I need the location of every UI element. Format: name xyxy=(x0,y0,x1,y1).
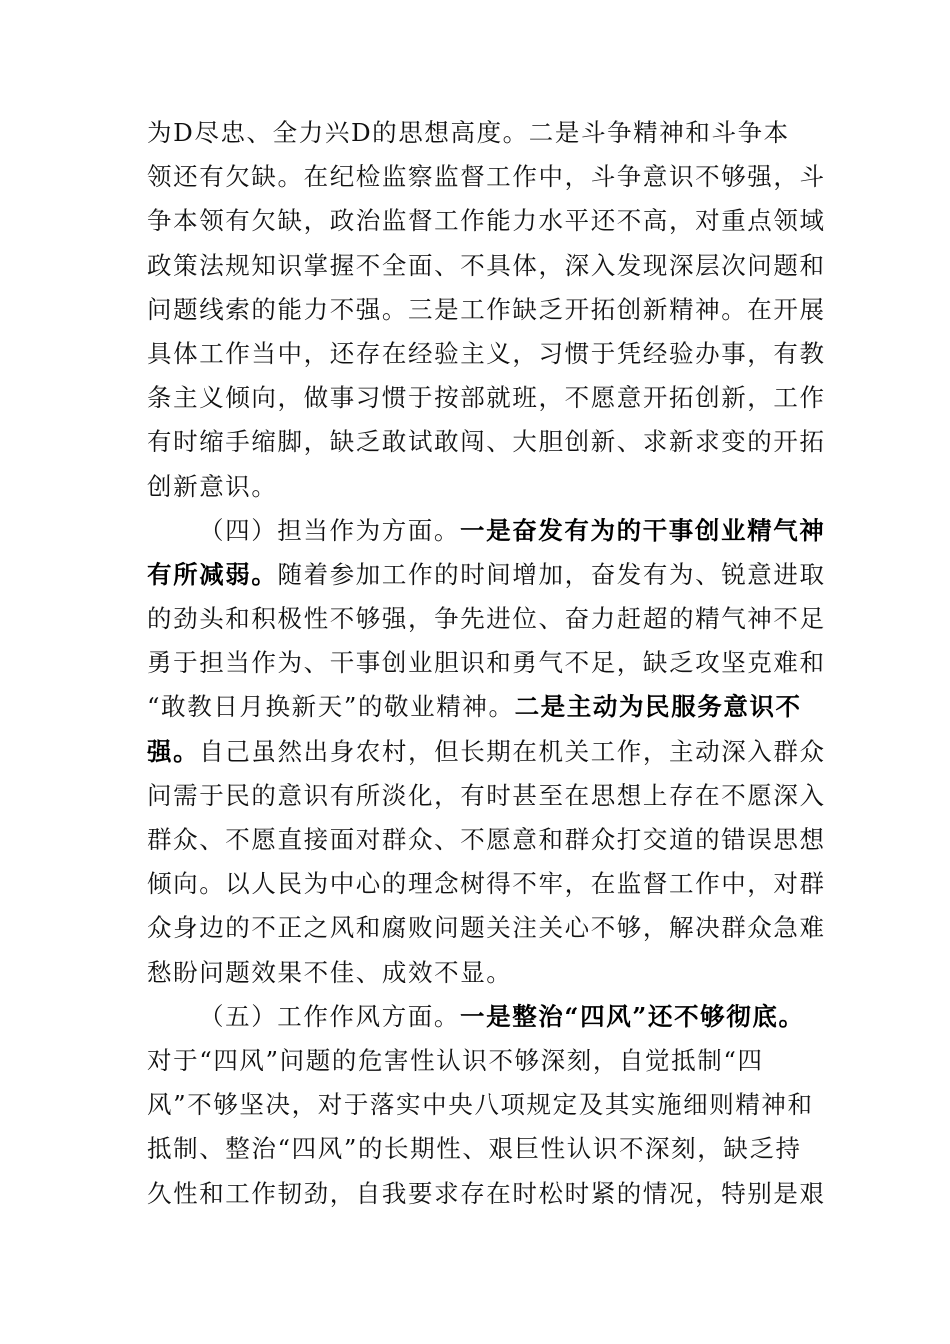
section-heading: （四）担当作为方面。 xyxy=(199,515,460,545)
bold-point: 一是整治“四风”还不够彻底。 xyxy=(460,1001,805,1031)
text-line: 争本领有欠缺，政治监督工作能力水平还不高，对重点领域 xyxy=(147,206,826,236)
text-line: 问题线索的能力不强。三是工作缺乏开拓创新精神。在开展 xyxy=(147,294,826,324)
section-heading-line xyxy=(147,995,807,1039)
text-line: 问需于民的意识有所淡化，有时甚至在思想上存在不愿深入 xyxy=(147,780,826,810)
text-line: 久性和工作韧劲，自我要求存在时松时紧的情况，特别是艰 xyxy=(147,1178,826,1208)
text-line: 愁盼问题效果不佳、成效不显。 xyxy=(147,957,513,987)
text-line: 有时缩手缩脚，缺乏敢试敢闯、大胆创新、求新求变的开拓 xyxy=(147,427,826,457)
section-heading: （五）工作作风方面。 xyxy=(199,1001,460,1031)
text-line: 众身边的不正之风和腐败问题关注关心不够，解决群众急难 xyxy=(147,913,826,943)
text-line: 风”不够坚决，对于落实中央八项规定及其实施细则精神和 xyxy=(147,1090,814,1120)
text-line: 条主义倾向，做事习惯于按部就班，不愿意开拓创新，工作 xyxy=(147,383,826,413)
text-line: 强。自己虽然出身农村，但长期在机关工作，主动深入群众 xyxy=(147,736,826,766)
text-line: 有所减弱。随着参加工作的时间增加，奋发有为、锐意进取 xyxy=(147,559,826,589)
text-line: 政策法规知识掌握不全面、不具体，深入发现深层次问题和 xyxy=(147,250,826,280)
paragraph-3-continued xyxy=(147,111,826,1216)
text-line: 勇于担当作为、干事创业胆识和勇气不足，缺乏攻坚克难和 xyxy=(147,648,826,678)
text-line: 的劲头和积极性不够强，争先进位、奋力赶超的精气神不足 xyxy=(147,604,826,634)
text-line: 创新意识。 xyxy=(147,471,278,501)
bold-point: 二是主动为民服务意识不 xyxy=(514,692,802,722)
bold-point: 一是奋发有为的干事创业精气神 xyxy=(460,515,826,545)
text-line: “敢教日月换新天”的敬业精神。二是主动为民服务意识不 xyxy=(147,692,802,722)
text-line: 为D尽忠、全力兴D的思想高度。二是斗争精神和斗争本 xyxy=(147,118,790,147)
section-heading-line xyxy=(147,509,826,553)
bold-point: 强。 xyxy=(147,736,200,766)
text-line: 倾向。以人民为中心的理念树得不牢，在监督工作中，对群 xyxy=(147,869,826,899)
text-line: 领还有欠缺。在纪检监察监督工作中，斗争意识不够强，斗 xyxy=(147,162,826,192)
text-line: 抵制、整治“四风”的长期性、艰巨性认识不深刻，缺乏持 xyxy=(147,1134,802,1164)
text-line: 对于“四风”问题的危害性认识不够深刻，自觉抵制“四 xyxy=(147,1045,764,1075)
bold-point: 有所减弱。 xyxy=(147,559,278,589)
text-line: 具体工作当中，还存在经验主义，习惯于凭经验办事，有教 xyxy=(147,338,826,368)
text-line: 群众、不愿直接面对群众、不愿意和群众打交道的错误思想 xyxy=(147,825,826,854)
